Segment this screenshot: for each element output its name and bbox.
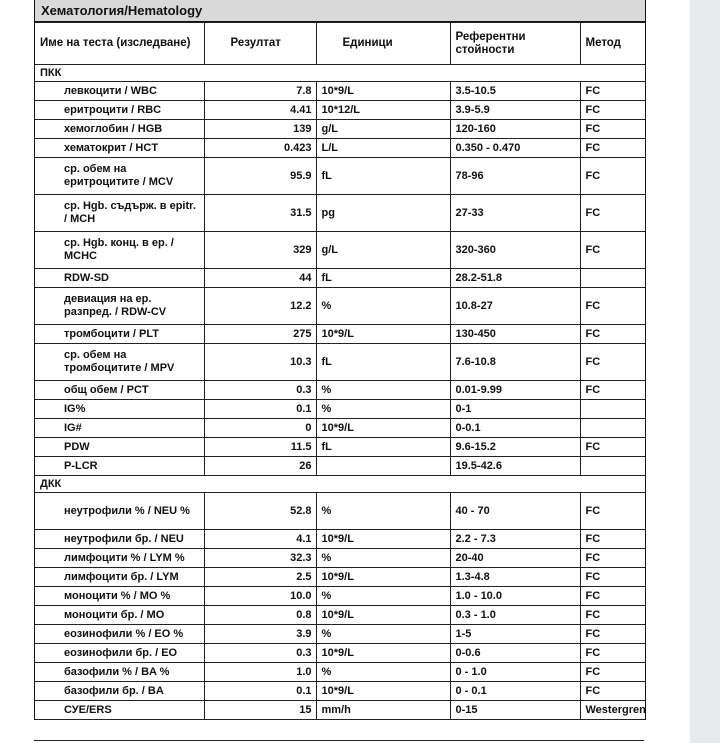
test-name-cell: лимфоцити бр. / LYM (35, 568, 204, 587)
table-row (35, 288, 645, 325)
test-name-cell: общ обем / PCT (35, 381, 204, 400)
reference-cell: 40 - 70 (450, 493, 580, 530)
units-cell: % (316, 288, 450, 325)
reference-cell: 3.9-5.9 (450, 101, 580, 120)
result-cell: 4.41 (204, 101, 316, 120)
test-name-cell: еозинофили бр. / EO (35, 644, 204, 663)
reference-cell: 10.8-27 (450, 288, 580, 325)
reference-cell: 1-5 (450, 625, 580, 644)
reference-cell: 1.0 - 10.0 (450, 587, 580, 606)
reference-cell: 9.6-15.2 (450, 438, 580, 457)
test-name-cell: хемоглобин / HGB (35, 120, 204, 139)
result-cell: 15 (204, 701, 316, 720)
test-name-cell: RDW-SD (35, 269, 204, 288)
table-row (35, 381, 645, 400)
units-cell: % (316, 549, 450, 568)
result-cell: 12.2 (204, 288, 316, 325)
method-cell: FC (580, 344, 645, 381)
units-cell: 10*9/L (316, 568, 450, 587)
test-name-cell: P-LCR (35, 457, 204, 476)
header-test-name: Име на теста (изследване) (35, 23, 204, 65)
results-body (35, 65, 645, 720)
reference-cell: 19.5-42.6 (450, 457, 580, 476)
test-name-cell: ср. Hgb. конц. в ер. / MCHC (35, 232, 204, 269)
method-cell (580, 419, 645, 438)
method-cell: FC (580, 232, 645, 269)
test-name-cell: моноцити % / MO % (35, 587, 204, 606)
method-cell (580, 400, 645, 419)
table-row (35, 682, 645, 701)
units-cell: fL (316, 438, 450, 457)
test-name-cell: тромбоцити / PLT (35, 325, 204, 344)
result-cell: 3.9 (204, 625, 316, 644)
units-cell: fL (316, 344, 450, 381)
units-cell: % (316, 663, 450, 682)
result-cell: 7.8 (204, 82, 316, 101)
units-cell: mm/h (316, 701, 450, 720)
method-cell: FC (580, 101, 645, 120)
reference-cell: 320-360 (450, 232, 580, 269)
reference-cell: 0.01-9.99 (450, 381, 580, 400)
reference-cell: 0-0.6 (450, 644, 580, 663)
method-cell: FC (580, 682, 645, 701)
table-row (35, 663, 645, 682)
table-row (35, 158, 645, 195)
table-header-row (35, 23, 645, 65)
result-cell: 1.0 (204, 663, 316, 682)
method-cell (580, 457, 645, 476)
method-cell: FC (580, 120, 645, 139)
test-name-cell: IG% (35, 400, 204, 419)
results-table (35, 22, 645, 720)
reference-cell: 120-160 (450, 120, 580, 139)
table-row (35, 195, 645, 232)
method-cell: FC (580, 625, 645, 644)
reference-cell: 0-1 (450, 400, 580, 419)
result-cell: 0.1 (204, 682, 316, 701)
reference-cell: 28.2-51.8 (450, 269, 580, 288)
units-cell: 10*9/L (316, 682, 450, 701)
test-name-cell: ср. Hgb. съдърж. в ерitr. / MCH (35, 195, 204, 232)
units-cell: g/L (316, 232, 450, 269)
reference-cell: 1.3-4.8 (450, 568, 580, 587)
viewer-scroll-strip (690, 0, 720, 743)
table-row (35, 493, 645, 530)
result-cell: 26 (204, 457, 316, 476)
section-row (35, 65, 645, 82)
units-cell: 10*9/L (316, 644, 450, 663)
method-cell: FC (580, 195, 645, 232)
reference-cell: 20-40 (450, 549, 580, 568)
table-row (35, 701, 645, 720)
table-row (35, 587, 645, 606)
test-name-cell: хематокрит / HCT (35, 139, 204, 158)
reference-cell: 130-450 (450, 325, 580, 344)
method-cell (580, 269, 645, 288)
table-row (35, 549, 645, 568)
result-cell: 32.3 (204, 549, 316, 568)
method-cell: FC (580, 587, 645, 606)
table-row (35, 400, 645, 419)
header-result: Резултат (204, 23, 316, 65)
units-cell: % (316, 493, 450, 530)
result-cell: 275 (204, 325, 316, 344)
table-row (35, 344, 645, 381)
method-cell: FC (580, 549, 645, 568)
reference-cell: 27-33 (450, 195, 580, 232)
method-cell: FC (580, 606, 645, 625)
test-name-cell: еозинофили % / EO % (35, 625, 204, 644)
method-cell: FC (580, 158, 645, 195)
reference-cell: 0 - 0.1 (450, 682, 580, 701)
table-row (35, 457, 645, 476)
result-cell: 0 (204, 419, 316, 438)
result-cell: 329 (204, 232, 316, 269)
reference-cell: 78-96 (450, 158, 580, 195)
reference-cell: 3.5-10.5 (450, 82, 580, 101)
table-row (35, 644, 645, 663)
units-cell: 10*9/L (316, 530, 450, 549)
method-cell: FC (580, 568, 645, 587)
method-cell: FC (580, 139, 645, 158)
test-name-cell: СУЕ/ERS (35, 701, 204, 720)
units-cell (316, 457, 450, 476)
units-cell: % (316, 400, 450, 419)
test-name-cell: базофили бр. / BA (35, 682, 204, 701)
reference-cell: 0.3 - 1.0 (450, 606, 580, 625)
method-cell: Westergren (580, 701, 645, 720)
table-row (35, 325, 645, 344)
method-cell: FC (580, 288, 645, 325)
report-title: Хематология/Hematology (35, 0, 645, 22)
table-row (35, 568, 645, 587)
table-row (35, 419, 645, 438)
result-cell: 0.1 (204, 400, 316, 419)
method-cell: FC (580, 530, 645, 549)
test-name-cell: IG# (35, 419, 204, 438)
result-cell: 0.8 (204, 606, 316, 625)
table-row (35, 530, 645, 549)
section-label: ПКК (35, 65, 645, 82)
table-row (35, 82, 645, 101)
result-cell: 0.423 (204, 139, 316, 158)
test-name-cell: лимфоцити % / LYM % (35, 549, 204, 568)
reference-cell: 2.2 - 7.3 (450, 530, 580, 549)
page-bottom-rule (34, 740, 644, 741)
header-units: Единици (316, 23, 450, 65)
result-cell: 11.5 (204, 438, 316, 457)
result-cell: 0.3 (204, 381, 316, 400)
units-cell: 10*12/L (316, 101, 450, 120)
result-cell: 139 (204, 120, 316, 139)
result-cell: 2.5 (204, 568, 316, 587)
test-name-cell: еритроцити / RBC (35, 101, 204, 120)
test-name-cell: моноцити бр. / MO (35, 606, 204, 625)
method-cell: FC (580, 438, 645, 457)
test-name-cell: ср. обем на тромбоцитите / MPV (35, 344, 204, 381)
units-cell: fL (316, 269, 450, 288)
test-name-cell: ср. обем на еритроцитите / MCV (35, 158, 204, 195)
test-name-cell: PDW (35, 438, 204, 457)
result-cell: 0.3 (204, 644, 316, 663)
hematology-report (34, 0, 646, 720)
reference-cell: 0-0.1 (450, 419, 580, 438)
units-cell: 10*9/L (316, 325, 450, 344)
method-cell: FC (580, 325, 645, 344)
units-cell: % (316, 587, 450, 606)
header-method: Метод (580, 23, 645, 65)
result-cell: 4.1 (204, 530, 316, 549)
units-cell: pg (316, 195, 450, 232)
table-row (35, 139, 645, 158)
reference-cell: 0-15 (450, 701, 580, 720)
test-name-cell: неутрофили % / NEU % (35, 493, 204, 530)
method-cell: FC (580, 381, 645, 400)
result-cell: 95.9 (204, 158, 316, 195)
reference-cell: 0 - 1.0 (450, 663, 580, 682)
test-name-cell: базофили % / BA % (35, 663, 204, 682)
units-cell: % (316, 381, 450, 400)
table-row (35, 438, 645, 457)
test-name-cell: левкоцити / WBC (35, 82, 204, 101)
table-row (35, 232, 645, 269)
table-row (35, 606, 645, 625)
test-name-cell: неутрофили бр. / NEU (35, 530, 204, 549)
table-row (35, 625, 645, 644)
result-cell: 52.8 (204, 493, 316, 530)
reference-cell: 0.350 - 0.470 (450, 139, 580, 158)
method-cell: FC (580, 644, 645, 663)
units-cell: % (316, 625, 450, 644)
result-cell: 10.3 (204, 344, 316, 381)
method-cell: FC (580, 493, 645, 530)
units-cell: g/L (316, 120, 450, 139)
table-row (35, 269, 645, 288)
result-cell: 10.0 (204, 587, 316, 606)
units-cell: 10*9/L (316, 419, 450, 438)
units-cell: 10*9/L (316, 82, 450, 101)
result-cell: 44 (204, 269, 316, 288)
section-label: ДКК (35, 476, 645, 493)
method-cell: FC (580, 663, 645, 682)
header-reference: Референтни стойности (450, 23, 580, 65)
units-cell: fL (316, 158, 450, 195)
units-cell: 10*9/L (316, 606, 450, 625)
units-cell: L/L (316, 139, 450, 158)
table-row (35, 120, 645, 139)
method-cell: FC (580, 82, 645, 101)
result-cell: 31.5 (204, 195, 316, 232)
section-row (35, 476, 645, 493)
test-name-cell: девиация на ер. разпред. / RDW-CV (35, 288, 204, 325)
table-row (35, 101, 645, 120)
reference-cell: 7.6-10.8 (450, 344, 580, 381)
